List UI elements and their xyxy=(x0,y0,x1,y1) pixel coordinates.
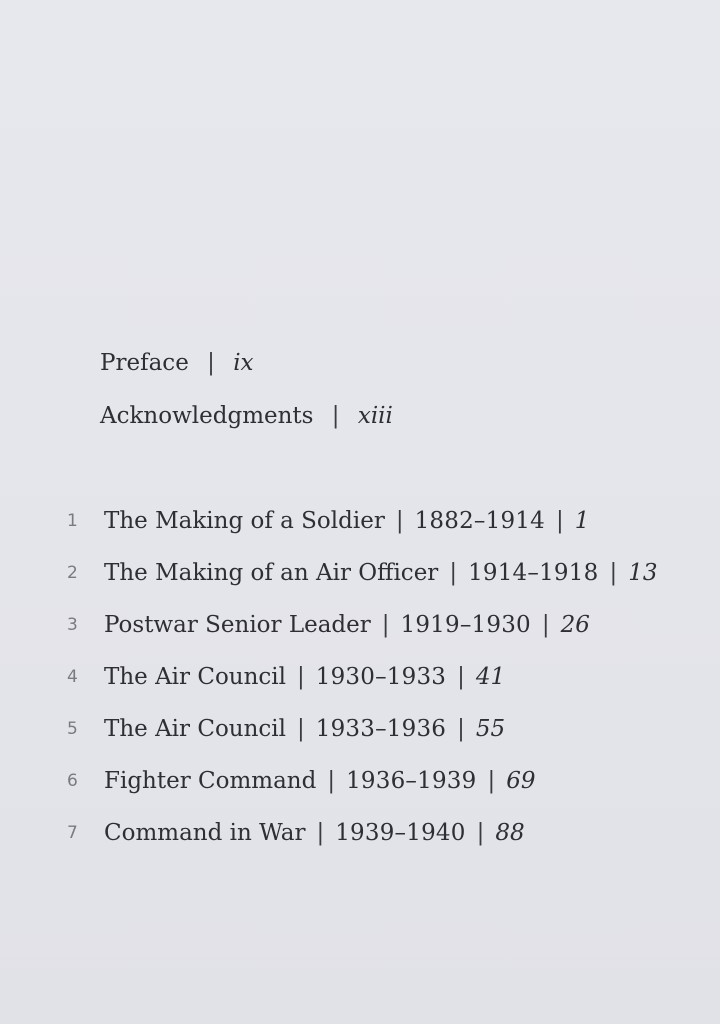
toc-chapter-1 xyxy=(67,510,589,533)
chapter-number: 3 xyxy=(67,615,78,635)
chapter-years: 1939–1940 xyxy=(335,820,466,846)
separator: | xyxy=(457,664,465,690)
separator: | xyxy=(487,768,496,794)
separator: | xyxy=(449,560,458,586)
toc-chapter-4 xyxy=(67,666,505,689)
separator: | xyxy=(381,612,390,638)
entry-page-number: ix xyxy=(233,350,254,376)
chapter-page-number: 41 xyxy=(475,664,506,690)
chapter-title: Fighter Command xyxy=(104,768,317,794)
chapter-number: 6 xyxy=(67,771,78,791)
toc-entry-acknowledgments xyxy=(100,405,393,428)
chapter-years: 1914–1918 xyxy=(468,560,599,586)
chapter-years: 1933–1936 xyxy=(315,716,447,742)
entry-page-number: xiii xyxy=(357,403,393,429)
chapter-title: Postwar Senior Leader xyxy=(104,612,371,638)
toc-chapter-7 xyxy=(67,822,525,845)
chapter-title: The Making of a Soldier xyxy=(104,508,385,534)
separator: | xyxy=(207,350,215,376)
chapter-page-number: 13 xyxy=(628,560,658,586)
separator: | xyxy=(395,508,404,534)
chapter-page-number: 88 xyxy=(495,820,525,846)
chapter-years: 1930–1933 xyxy=(315,664,447,690)
toc-entry-preface xyxy=(100,352,254,375)
separator: | xyxy=(316,820,325,846)
separator: | xyxy=(541,612,550,638)
chapter-page-number: 55 xyxy=(475,716,506,742)
chapter-number: 4 xyxy=(67,667,78,687)
separator: | xyxy=(555,508,564,534)
entry-title: Acknowledgments xyxy=(100,403,314,429)
chapter-years: 1936–1939 xyxy=(346,768,477,794)
toc-chapter-5 xyxy=(67,718,505,741)
separator: | xyxy=(327,768,336,794)
chapter-title: The Making of an Air Officer xyxy=(104,560,439,586)
chapter-page-number: 69 xyxy=(506,768,536,794)
chapter-number: 5 xyxy=(67,719,78,739)
toc-chapter-6 xyxy=(67,770,535,793)
separator: | xyxy=(476,820,485,846)
chapter-number: 2 xyxy=(67,563,78,583)
separator: | xyxy=(297,716,305,742)
chapter-title: Command in War xyxy=(104,820,306,846)
chapter-years: 1882–1914 xyxy=(414,508,545,534)
separator: | xyxy=(331,403,340,429)
chapter-years: 1919–1930 xyxy=(400,612,531,638)
chapter-page-number: 1 xyxy=(574,508,590,534)
toc-chapter-2 xyxy=(67,562,657,585)
entry-title: Preface xyxy=(100,350,189,376)
chapter-number: 1 xyxy=(67,511,78,531)
chapter-title: The Air Council xyxy=(104,716,287,742)
separator: | xyxy=(297,664,305,690)
chapter-number: 7 xyxy=(67,823,78,843)
separator: | xyxy=(457,716,465,742)
chapter-title: The Air Council xyxy=(104,664,287,690)
chapter-page-number: 26 xyxy=(560,612,590,638)
toc-chapter-3 xyxy=(67,614,590,637)
separator: | xyxy=(609,560,618,586)
